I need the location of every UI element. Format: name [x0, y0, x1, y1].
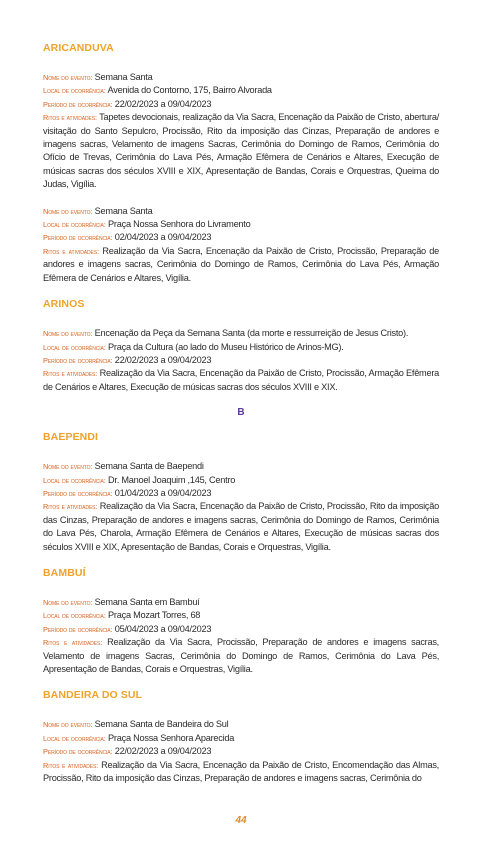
event-name-value: Semana Santa [94, 72, 153, 82]
event-period-line [43, 98, 439, 111]
event-rites-label: Ritos e atividades: [43, 369, 98, 379]
event-entry [43, 596, 439, 676]
event-rites-value: Realização da Via Sacra, Encenação da Paixão de Cristo, Encomendação das Almas, Procissão, Rito da imposição das Cinzas, Preparação de andores e imagens sacras, Cerimônia do [43, 759, 439, 784]
event-location-line [43, 84, 439, 97]
event-rites-line [43, 111, 439, 191]
event-period-line [43, 487, 439, 500]
event-period-label: Período de ocorrência: [43, 747, 113, 757]
event-location-value: Praça da Cultura (ao lado do Museu Histórico de Arinos-MG). [108, 341, 344, 352]
event-rites-label: Ritos e atividades: [43, 638, 103, 648]
page-number: 44 [235, 815, 247, 826]
event-location-label: Local de ocorrência: [43, 733, 106, 743]
page-content [43, 42, 439, 798]
event-rites-line [43, 367, 439, 394]
event-period-line [43, 623, 439, 636]
event-period-label: Período de ocorrência: [43, 488, 113, 498]
event-name-value: Semana Santa em Bambuí [94, 596, 200, 607]
event-location-line [43, 732, 439, 745]
event-rites-value: Realização da Via Sacra, Encenação da Paixão de Cristo, Procissão, Preparação de andores e imagens sacras, Cerimônia do Domingo de Ramos, Cerimônia do Lava Pés, Armação Efêmera de Cenários e Altares, Vigília. [43, 245, 439, 283]
event-name-line [43, 596, 439, 609]
event-period-label: Período de ocorrência: [43, 624, 113, 634]
city-heading-arinos: ARINOS [43, 298, 85, 311]
event-name-line [43, 718, 439, 731]
event-period-value: 22/02/2023 a 09/04/2023 [114, 746, 212, 757]
event-location-value: Praça Nossa Senhora do Livramento [108, 219, 251, 230]
city-heading-aricanduva: ARICANDUVA [43, 42, 114, 54]
city-heading-bambui: BAMBUÍ [43, 566, 86, 579]
event-location-label: Local de ocorrência: [43, 86, 106, 96]
event-period-line [43, 231, 439, 244]
event-location-label: Local de ocorrência: [43, 342, 106, 352]
event-location-value: Dr. Manoel Joaquim ,145, Centro [108, 474, 236, 485]
event-period-value: 22/02/2023 a 09/04/2023 [114, 354, 212, 365]
event-location-label: Local de ocorrência: [43, 611, 106, 621]
event-period-label: Período de ocorrência: [43, 355, 113, 365]
event-rites-value: Realização da Via Sacra, Procissão, Preparação de andores e imagens sacras, Velamento de imagens Sacras, Cerimônia do Domingo de Ramos, Cerimônia do Lava Pés, Apresentação de Bandas, Corais e Orquestras, Vigília. [43, 637, 439, 674]
event-location-value: Praça Mozart Torres, 68 [108, 610, 201, 621]
event-name-label: Nome do evento: [43, 720, 93, 730]
event-rites-label: Ritos e atividades: [43, 502, 98, 512]
event-location-value: Praça Nossa Senhora Aparecida [108, 732, 235, 743]
event-name-value: Semana Santa de Baependi [94, 461, 204, 472]
event-entry [43, 205, 439, 285]
event-period-label: Período de ocorrência: [43, 233, 113, 243]
event-rites-line [43, 500, 439, 554]
event-location-line [43, 218, 439, 231]
event-rites-label: Ritos e atividades: [43, 246, 99, 256]
event-entry [43, 460, 439, 554]
event-rites-label: Ritos e atividades: [43, 760, 99, 770]
event-period-label: Período de ocorrência: [43, 99, 113, 109]
event-location-line [43, 341, 439, 354]
event-period-value: 02/04/2023 a 09/04/2023 [114, 232, 212, 243]
event-name-label: Nome do evento: [43, 462, 93, 472]
event-name-value: Encenação da Peça da Semana Santa (da morte e ressurreição de Jesus Cristo). [94, 328, 409, 339]
event-entry [43, 71, 439, 192]
city-heading-bandeira-do-sul: BANDEIRA DO SUL [43, 689, 143, 702]
event-name-line [43, 460, 439, 473]
event-name-line [43, 327, 439, 340]
event-location-line [43, 609, 439, 622]
event-rites-value: Realização da Via Sacra, Encenação da Paixão de Cristo, Procissão, Armação Efêmera de Cenários e Altares, Execução de músicas sacras dos séculos XVIII e XIX. [43, 368, 439, 392]
event-entry [43, 327, 439, 394]
event-name-label: Nome do evento: [43, 206, 93, 216]
event-period-line [43, 354, 439, 367]
event-entry [43, 718, 439, 785]
event-name-line [43, 205, 439, 218]
event-location-label: Local de ocorrência: [43, 475, 106, 485]
event-location-line [43, 474, 439, 487]
event-rites-line [43, 759, 439, 786]
event-rites-label: Ritos e atividades: [43, 113, 97, 123]
event-period-value: 22/02/2023 a 09/04/2023 [114, 98, 212, 109]
event-name-label: Nome do evento: [43, 329, 93, 339]
alphabet-section-letter: B [237, 407, 245, 419]
city-heading-baependi: BAEPENDI [43, 431, 99, 444]
event-location-value: Avenida do Contorno, 175, Bairro Alvorada [107, 85, 272, 96]
event-period-value: 01/04/2023 a 09/04/2023 [114, 487, 212, 498]
event-rites-value: Realização da Via Sacra, Encenação da Paixão de Cristo, Procissão, Rito da imposição das Cinzas, Preparação de andores e imagens sacras, Cerimônia do Domingo de Ramos, Cerimônia do Lava Pés, Charola, Armação Efêmera de Cenários e Altares, Execução de músicas sacras dos séculos XVIII e XIX, Apresentação de Bandas, Corais e Orquestras, Vigília. [43, 501, 439, 552]
event-name-value: Semana Santa de Bandeira do Sul [94, 719, 229, 730]
event-name-label: Nome do evento: [43, 73, 93, 82]
event-rites-value: Tapetes devocionais, realização da Via Sacra, Encenação da Paixão de Cristo, abertura/ visitação do Santo Sepulcro, Procissão, Rito da imposição das Cinzas, Preparação de andores e imagens sacras, Velamento de imagens Sacras, Cerimônia do Domingo de Ramos, Cerimônia do Ofício de Trevas, Cerimônia do Lava Pés, Armação Efêmera de Cenários e Altares, Execução de músicas sacras dos séculos XVIII e XIX, Apresentação de Bandas, Corais e Orquestras, Queima do Judas, Vigília. [43, 112, 439, 190]
event-name-value: Semana Santa [94, 205, 153, 216]
event-period-value: 05/04/2023 a 09/04/2023 [114, 623, 212, 634]
event-name-line [43, 71, 439, 84]
event-name-label: Nome do evento: [43, 597, 93, 607]
event-location-label: Local de ocorrência: [43, 220, 106, 230]
event-rites-line [43, 245, 439, 285]
event-rites-line [43, 636, 439, 676]
event-period-line [43, 745, 439, 758]
